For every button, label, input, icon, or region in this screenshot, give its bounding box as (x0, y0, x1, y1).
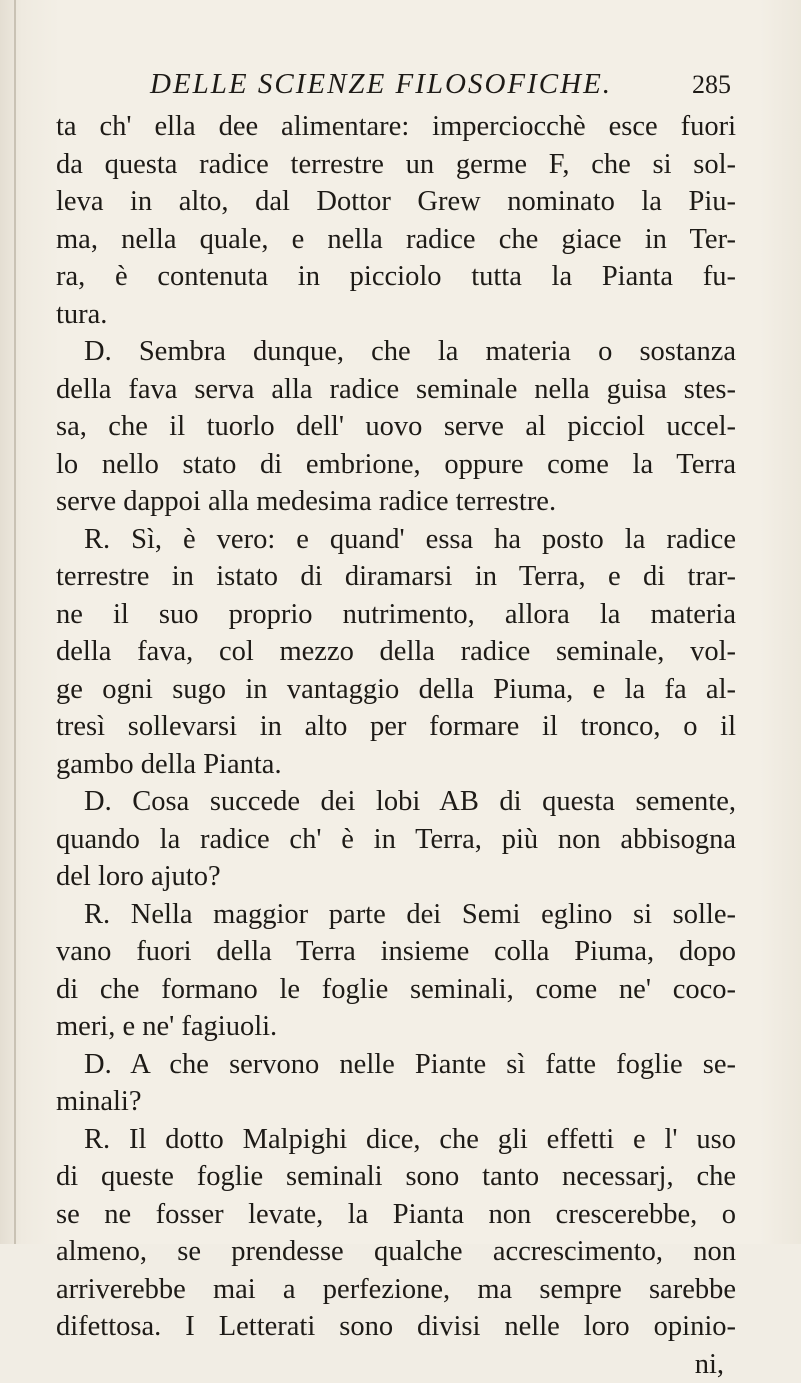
text-line: ra, è contenuta in picciolo tutta la Pianta fu- (56, 258, 736, 296)
text-line: sa, che il tuorlo dell' uovo serve al picciol uccel- (56, 408, 736, 446)
text-line: tura. (56, 296, 736, 334)
text-line: ta ch' ella dee alimentare: imperciocchè esce fuori (56, 108, 736, 146)
text-line: della fava, col mezzo della radice seminale, vol- (56, 633, 736, 671)
text-line: quando la radice ch' è in Terra, più non abbisogna (56, 821, 736, 859)
text-line: ge ogni sugo in vantaggio della Piuma, e la fa al- (56, 671, 736, 709)
text-line: meri, e ne' fagiuoli. (56, 1008, 736, 1046)
text-line: leva in alto, dal Dottor Grew nominato la Piu- (56, 183, 736, 221)
text-line: vano fuori della Terra insieme colla Piuma, dopo (56, 933, 736, 971)
text-line: ni, (56, 1346, 736, 1383)
text-line: difettosa. I Letterati sono divisi nelle loro opinio- (56, 1308, 736, 1346)
text-line: tresì sollevarsi in alto per formare il tronco, o il (56, 708, 736, 746)
text-line: della fava serva alla radice seminale nella guisa stes- (56, 371, 736, 409)
page-number: 285 (692, 70, 731, 100)
text-line: serve dappoi alla medesima radice terrestre. (56, 483, 736, 521)
running-head: DELLE SCIENZE FILOSOFICHE. (150, 68, 612, 101)
text-line: D. Cosa succede dei lobi AB di questa semente, (56, 783, 736, 821)
text-line: di queste foglie seminali sono tanto necessarj, che (56, 1158, 736, 1196)
text-line: da questa radice terrestre un germe F, che si sol- (56, 146, 736, 184)
text-line: almeno, se prendesse qualche accrescimento, non (56, 1233, 736, 1271)
text-line: ma, nella quale, e nella radice che giace in Ter- (56, 221, 736, 259)
text-line: arriverebbe mai a perfezione, ma sempre sarebbe (56, 1271, 736, 1309)
text-line: ne il suo proprio nutrimento, allora la materia (56, 596, 736, 634)
text-line: R. Sì, è vero: e quand' essa ha posto la radice (56, 521, 736, 559)
text-line: se ne fosser levate, la Pianta non crescerebbe, o (56, 1196, 736, 1234)
page-header (0, 68, 801, 104)
text-line: minali? (56, 1083, 736, 1121)
text-line: del loro ajuto? (56, 858, 736, 896)
text-line: R. Nella maggior parte dei Semi eglino si solle- (56, 896, 736, 934)
text-line: di che formano le foglie seminali, come ne' coco- (56, 971, 736, 1009)
text-line: gambo della Pianta. (56, 746, 736, 784)
body-text (56, 108, 736, 1383)
page-gutter (14, 0, 16, 1244)
text-line: R. Il dotto Malpighi dice, che gli effetti e l' uso (56, 1121, 736, 1159)
text-line: D. Sembra dunque, che la materia o sostanza (56, 333, 736, 371)
text-line: terrestre in istato di diramarsi in Terra, e di trar- (56, 558, 736, 596)
text-line: D. A che servono nelle Piante sì fatte foglie se- (56, 1046, 736, 1084)
text-line: lo nello stato di embrione, oppure come la Terra (56, 446, 736, 484)
